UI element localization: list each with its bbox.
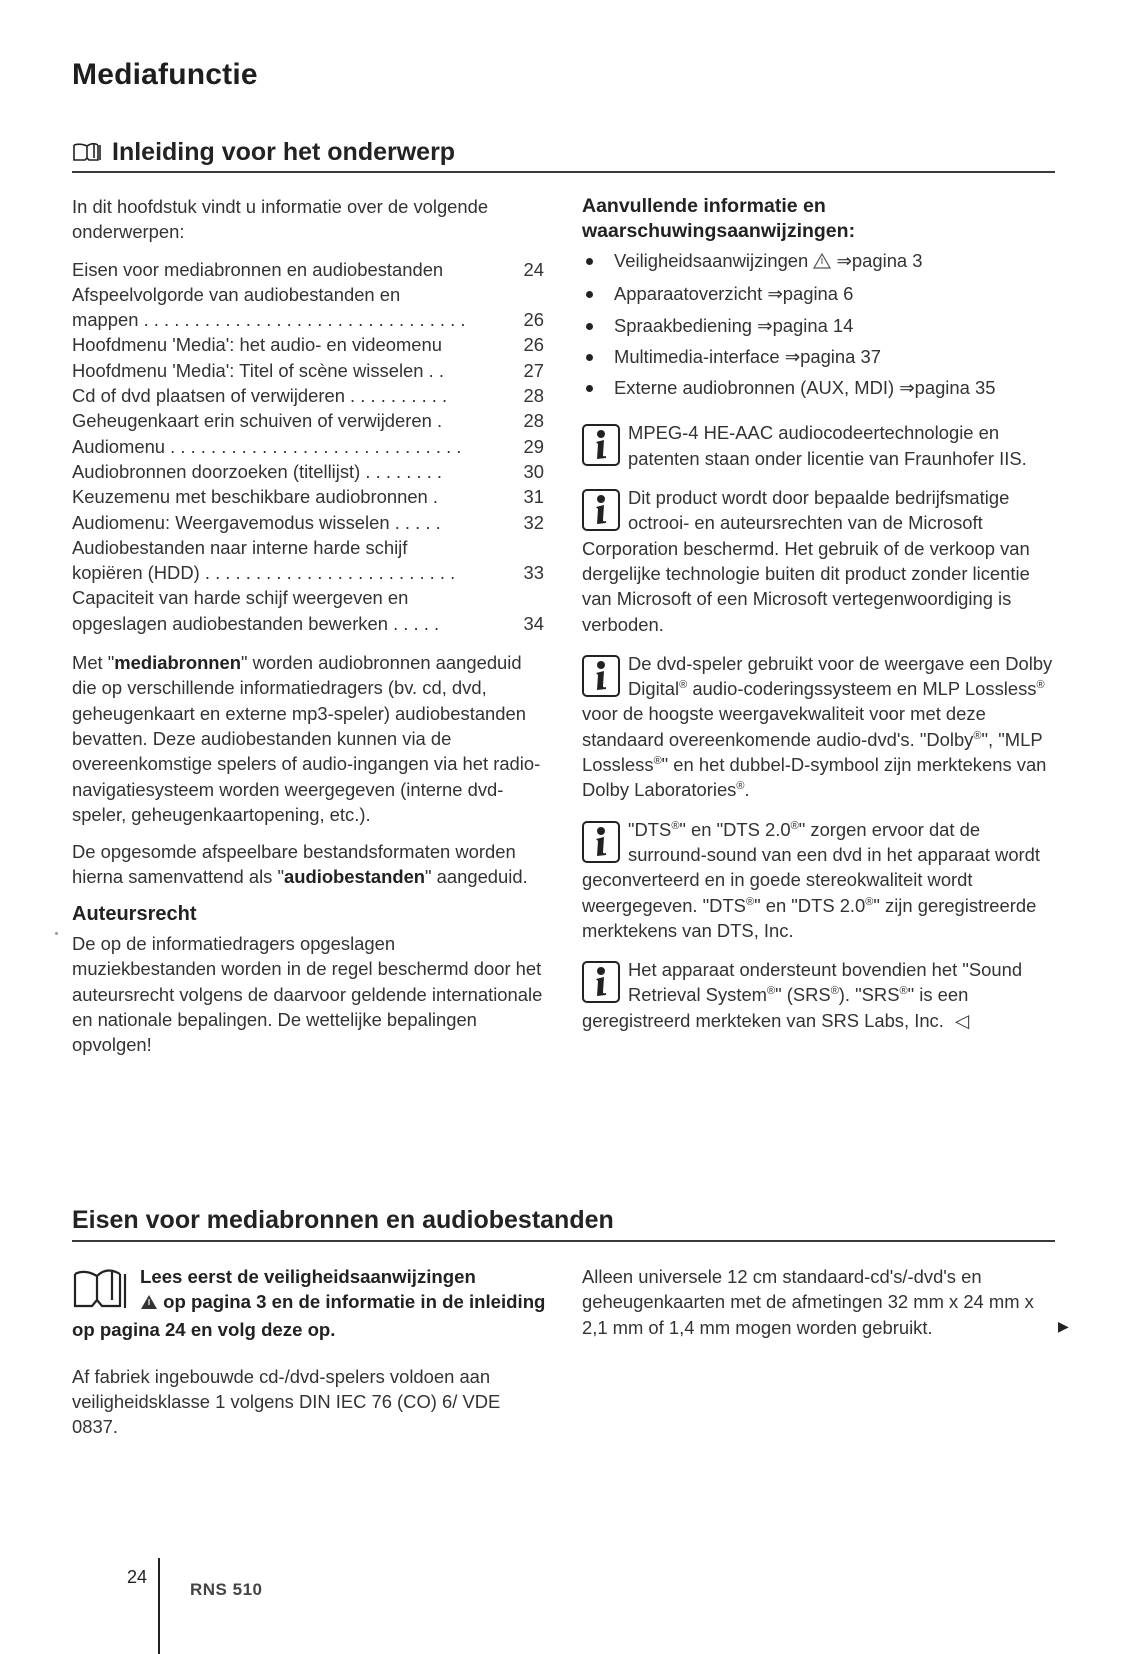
page-link[interactable]: ⇒pagina 14 bbox=[757, 314, 854, 336]
toc-entry-page: 24 bbox=[523, 258, 544, 280]
book-icon bbox=[72, 141, 102, 170]
toc-entry[interactable] bbox=[72, 611, 544, 636]
toc-entry bbox=[72, 585, 544, 610]
section-end-marker-icon: ◁ bbox=[954, 1009, 970, 1031]
toc-entry-title: opgeslagen audiobestanden bewerken . . . . . bbox=[72, 612, 440, 634]
page-link[interactable]: ⇒pagina 6 bbox=[767, 283, 854, 305]
info-icon bbox=[582, 424, 620, 466]
info-icon bbox=[582, 489, 620, 531]
toc-entry[interactable] bbox=[72, 358, 544, 383]
section-rule bbox=[72, 171, 1055, 173]
toc-entry[interactable] bbox=[72, 560, 544, 585]
toc-entry-title: Hoofdmenu 'Media': het audio- en videomenu bbox=[72, 334, 442, 356]
info-note: "DTS®" en "DTS 2.0®" zorgen ervoor dat de surround-sound van een dvd in het apparaat wordt geconverteerd en in goede stereokwaliteit wordt weergegeven. "DTS®" en "DTS 2.0®" zijn geregistreerde merktekens van DTS, Inc. bbox=[582, 818, 1041, 941]
toc-entry-page: 29 bbox=[523, 435, 544, 457]
toc-entry-page: 26 bbox=[523, 309, 544, 331]
toc-entry-title: Eisen voor mediabronnen en audiobestanden bbox=[72, 258, 444, 280]
toc-entry-page: 32 bbox=[523, 511, 544, 533]
toc-entry[interactable] bbox=[72, 257, 544, 282]
toc-entry-title: mappen . . . . . . . . . . . . . . . . . . . . . . . . . . . . . . . . bbox=[72, 309, 466, 331]
toc-list bbox=[72, 257, 544, 636]
list-item: Spraakbediening ⇒pagina 14 bbox=[582, 313, 1056, 338]
page-link[interactable]: ⇒pagina 3 bbox=[836, 250, 923, 271]
scan-speck bbox=[55, 932, 58, 935]
list-item: Multimedia-interface ⇒pagina 37 bbox=[582, 344, 1056, 369]
copyright-text: De op de informatiedragers opgeslagen muziekbestanden worden in de regel beschermd door het auteursrecht volgens de daarvoor geldende internationale en nationale bepalingen. De wettelijke bepalingen opvolgen! bbox=[72, 933, 543, 1056]
audiobestanden-paragraph: De opgesomde afspeelbare bestandsformaten worden hierna samenvattend als "audiobestanden" aangeduid. bbox=[72, 841, 528, 888]
toc-entry bbox=[72, 282, 544, 307]
page-link[interactable]: ⇒pagina 37 bbox=[784, 345, 881, 367]
toc-entry-page: 28 bbox=[523, 385, 544, 407]
toc-entry[interactable] bbox=[72, 459, 544, 484]
toc-entry[interactable] bbox=[72, 383, 544, 408]
toc-entry-page: 27 bbox=[523, 359, 544, 381]
toc-entry-title: Audiobestanden naar interne harde schijf bbox=[72, 536, 408, 558]
book-icon bbox=[72, 1266, 130, 1316]
page-title: Mediafunctie bbox=[72, 58, 258, 91]
page-number: 24 bbox=[127, 1567, 148, 1587]
safety-class-text: Af fabriek ingebouwde cd-/dvd-spelers voldoen aan veiligheidsklasse 1 volgens DIN IEC 76 (CO) 6/ VDE 0837. bbox=[72, 1365, 501, 1438]
left-column bbox=[72, 194, 544, 1070]
toc-entry-page: 30 bbox=[523, 460, 544, 482]
toc-entry[interactable] bbox=[72, 434, 544, 459]
page-link[interactable]: ⇒pagina 35 bbox=[899, 377, 996, 399]
toc-entry-page: 26 bbox=[523, 334, 544, 356]
list-item: Veiligheidsaanwijzingen ⇒pagina 3 bbox=[582, 248, 1056, 275]
toc-entry-title: Cd of dvd plaatsen of verwijderen . . . . . . . . . . bbox=[72, 385, 448, 407]
intro-text: In dit hoofdstuk vindt u informatie over de volgende onderwerpen: bbox=[72, 196, 489, 243]
toc-entry-title: Geheugenkaart erin schuiven of verwijderen . bbox=[72, 410, 443, 432]
warning-triangle-icon bbox=[140, 1291, 158, 1316]
info-icon bbox=[582, 961, 620, 1003]
toc-entry[interactable] bbox=[72, 332, 544, 357]
warning-triangle-icon bbox=[813, 250, 831, 275]
footer-divider bbox=[158, 1558, 160, 1654]
info-note: Dit product wordt door bepaalde bedrijfsmatige octrooi- en auteursrechten van de Microsoft Corporation beschermd. Het gebruik of de verkoop van dergelijke technologie buiten dit product zonder licentie van Microsoft of een Microsoft vertegenwoordiging is verboden. bbox=[582, 487, 1030, 635]
toc-entry-page: 31 bbox=[523, 486, 544, 508]
toc-entry[interactable] bbox=[72, 408, 544, 433]
toc-entry-title: Keuzemenu met beschikbare audiobronnen . bbox=[72, 486, 439, 508]
section-rule bbox=[72, 1240, 1055, 1242]
right-column bbox=[582, 194, 1056, 1047]
toc-entry-page: 33 bbox=[523, 562, 544, 584]
toc-entry-title: kopiëren (HDD) . . . . . . . . . . . . . . . . . . . . . . . . . bbox=[72, 562, 456, 584]
continue-arrow-icon: ▶ bbox=[1058, 1318, 1069, 1334]
toc-entry bbox=[72, 535, 544, 560]
list-item: Externe audiobronnen (AUX, MDI) ⇒pagina 35 bbox=[582, 375, 1056, 400]
toc-entry-title: Capaciteit van harde schijf weergeven en bbox=[72, 587, 409, 609]
info-icon bbox=[582, 655, 620, 697]
info-icon bbox=[582, 821, 620, 863]
toc-entry-title: Hoofdmenu 'Media': Titel of scène wisselen . . bbox=[72, 359, 444, 381]
info-note: MPEG-4 HE-AAC audiocodeertechnologie en patenten staan onder licentie van Fraunhofer IIS. bbox=[582, 420, 1056, 471]
info-note: Het apparaat ondersteunt bovendien het "Sound Retrieval System®" (SRS®). "SRS®" is een geregistreerd merkteken van SRS Labs, Inc. ◁ bbox=[582, 957, 1056, 1033]
mediabronnen-paragraph: Met "mediabronnen" worden audiobronnen aangeduid die op verschillende informatiedragers (bv. cd, dvd, geheugenkaart en externe mp3-speler) audiobestanden bevatten. Deze audiobestanden kunnen via de overeenkomstige spelers of audio-ingangen via het radio-navigatiesysteem worden weergegeven (interne dvd-speler, geheugenkaartopening, etc.). bbox=[72, 652, 541, 825]
additional-info-heading: Aanvullende informatie en waarschuwingsaanwijzingen: bbox=[582, 195, 856, 242]
model-name: RNS 510 bbox=[190, 1580, 263, 1599]
toc-entry[interactable] bbox=[72, 510, 544, 535]
toc-entry-title: Afspeelvolgorde van audiobestanden en bbox=[72, 283, 401, 305]
media-requirements bbox=[582, 1264, 1056, 1340]
toc-entry-title: Audiobronnen doorzoeken (titellijst) . . . . . . . . bbox=[72, 460, 443, 482]
section-heading-eisen: Eisen voor mediabronnen en audiobestanden bbox=[72, 1206, 614, 1234]
section-heading-text: Inleiding voor het onderwerp bbox=[112, 138, 456, 166]
list-item: Apparaatoverzicht ⇒pagina 6 bbox=[582, 281, 1056, 306]
toc-entry-title: Audiomenu . . . . . . . . . . . . . . . . . . . . . . . . . . . . . bbox=[72, 435, 462, 457]
toc-entry-page: 28 bbox=[523, 410, 544, 432]
copyright-heading: Auteursrecht bbox=[72, 902, 197, 925]
toc-entry[interactable] bbox=[72, 307, 544, 332]
section-heading-inleiding bbox=[72, 138, 455, 170]
toc-entry-title: Audiomenu: Weergavemodus wisselen . . . . . bbox=[72, 511, 441, 533]
media-requirements-text: Alleen universele 12 cm standaard-cd's/-dvd's en geheugenkaarten met de afmetingen 32 mm x 24 mm x 2,1 mm of 1,4 mm mogen worden gebruikt. bbox=[582, 1266, 1034, 1338]
additional-info-list bbox=[582, 248, 1056, 400]
safety-notice: Lees eerst de veiligheidsaanwijzingen op pagina 3 en de informatie in de inleiding op pagina 24 en volg deze op. Af fabriek ingebouwde cd-/dvd-spelers voldoen aan veiligheidsklasse 1 volgens DIN IEC 76 (CO) 6/ VDE 0837. bbox=[72, 1264, 550, 1452]
toc-entry[interactable] bbox=[72, 484, 544, 509]
toc-entry-page: 34 bbox=[523, 612, 544, 634]
info-note: De dvd-speler gebruikt voor de weergave een Dolby Digital® audio-coderingssysteem en MLP Lossless® voor de hoogste weergavekwaliteit voor met deze standaard overeenkomende audio-dvd's. "Dolby®", "MLP Lossless®" en het dubbel-D-symbool zijn merktekens van Dolby Laboratories®. bbox=[582, 652, 1053, 801]
